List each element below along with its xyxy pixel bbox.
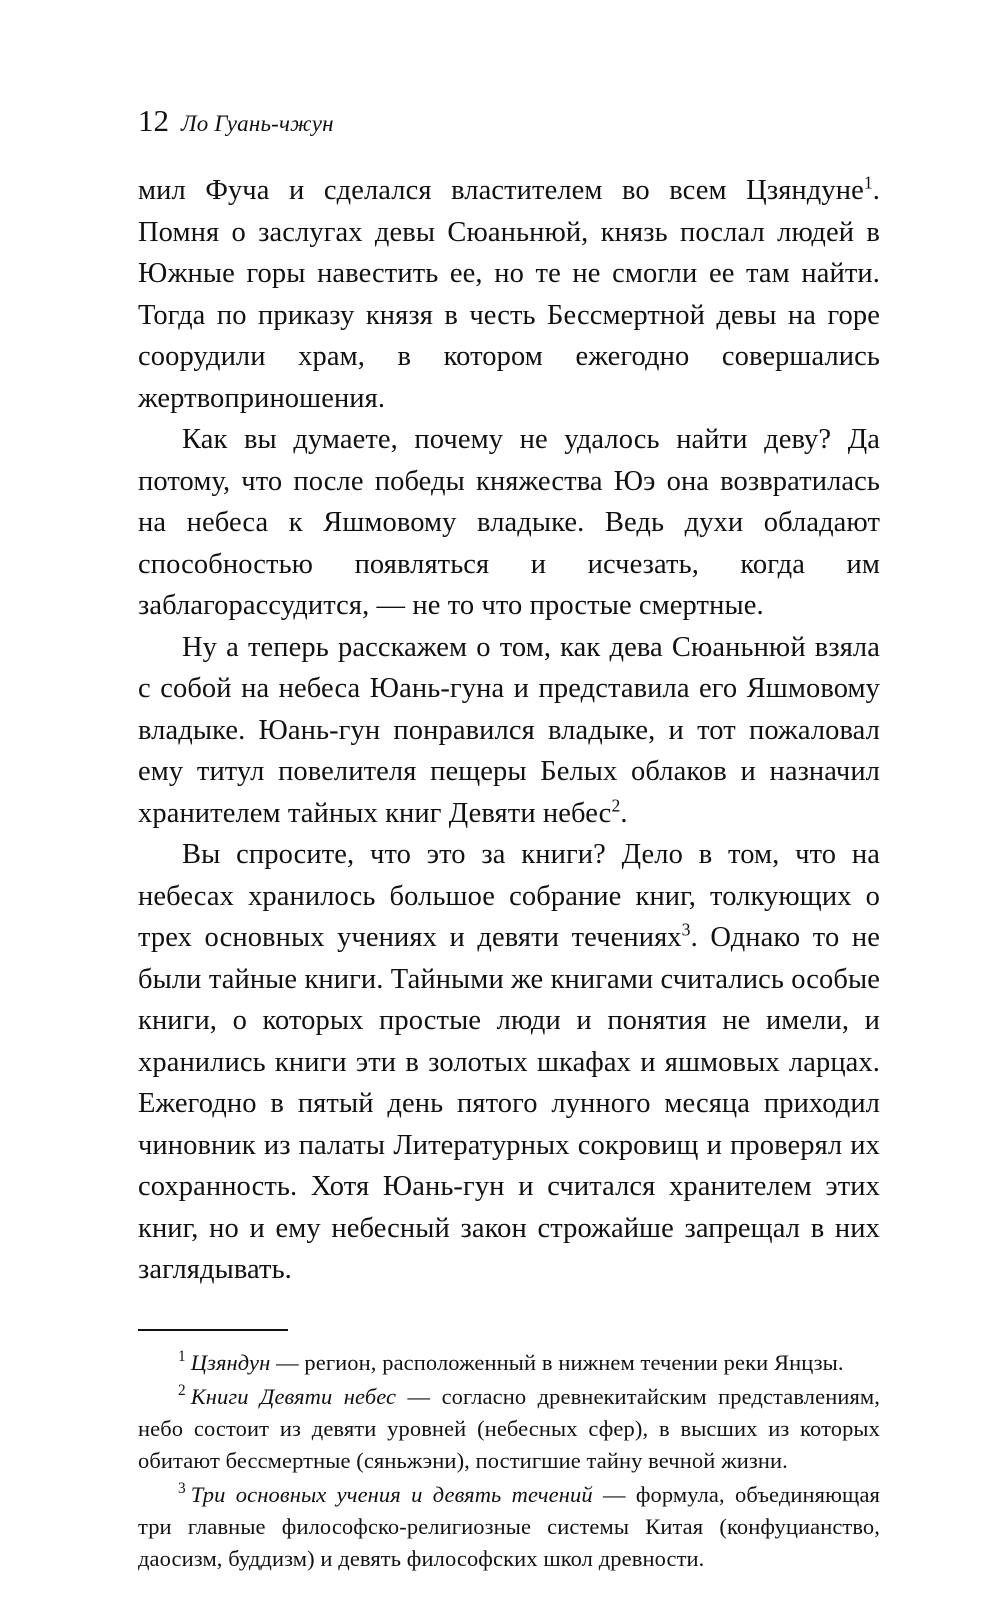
footnote-marker: 1 <box>178 1348 186 1365</box>
running-head <box>138 105 880 136</box>
footnote-item <box>138 1381 880 1477</box>
footnote-item <box>138 1347 880 1379</box>
body-paragraph: Ну а теперь расскажем о том, как дева Сюаньнюй взяла с собой на небеса Юань-гуна и представила его Яшмовому владыке. Юань-гун понравился владыке, и тот пожаловал ему титул повелителя пещеры Белых облаков и назначил хранителем тайных книг Девяти небес$^2$. <box>138 631 880 829</box>
footnote-reference[interactable]: 3 <box>681 919 691 940</box>
footnote-term: Три основных учения и девять течений <box>190 1481 593 1507</box>
footnote-marker: 3 <box>178 1480 186 1497</box>
body-paragraph: Вы спросите, что это за книги? Дело в том, что на небесах хранилось большое собрание книг, толкующих о трех основных учениях и девяти течениях$^3$. Однако то не были тайные книги. Тайными же книгами считались особые книги, о которых простые люди и понятия не имели, и хранились книги эти в золотых шкафах и яшмовых ларцах. Ежегодно в пятый день пятого лунного месяца приходил чиновник из палаты Литературных сокровищ и проверял их сохранность. Хотя Юань-гун и считался хранителем этих книг, но и ему небесный закон строжайше запрещал в них заглядывать. <box>138 839 880 1285</box>
footnote-text: — регион, расположенный в нижнем течении реки Янцзы. <box>270 1349 844 1375</box>
running-head-author: Ло Гуань-чжун <box>181 111 334 136</box>
body-paragraph: мил Фуча и сделался властителем во всем Цзяндуне$^1$. Помня о заслугах девы Сюаньнюй, князь послал людей в Южные горы навестить ее, но те не смогли ее там найти. Тогда по приказу князя в честь Бессмертной девы на горе соорудили храм, в котором ежегодно совершались жертвоприношения. <box>138 172 880 414</box>
footnote-separator-rule <box>138 1329 288 1331</box>
footnote-reference[interactable]: 2 <box>611 795 621 815</box>
body-text <box>138 170 880 1291</box>
footnotes-block <box>138 1329 880 1575</box>
footnote-reference[interactable]: 1 <box>863 172 873 193</box>
footnote-term: Цзяндун <box>190 1349 271 1375</box>
footnote-item <box>138 1479 880 1575</box>
footnote-term: Книги Девяти небес <box>190 1383 397 1409</box>
footnote-list <box>138 1347 880 1575</box>
footnote-text: — формула, объединяющая три главные философско-религиозные системы Китая (конфуцианство, даосизм, буддизм) и девять философских школ древности. <box>138 1481 880 1571</box>
footnote-marker: 2 <box>178 1382 186 1399</box>
footnote-text: — согласно древнекитайским представлениям, небо состоит из девяти уровней (небесных сфер), в высших из которых обитают бессмертные (сяньжэни), постигшие тайну вечной жизни. <box>138 1383 880 1473</box>
body-paragraph: Как вы думаете, почему не удалось найти деву? Да потому, что после победы княжества Юэ она возвратилась на небеса к Яшмовому владыке. Ведь духи обладают способностью появляться и исчезать, когда им заблагорассудится, — не то что простые смертные. <box>138 424 880 621</box>
page-number: 12 <box>138 103 169 138</box>
